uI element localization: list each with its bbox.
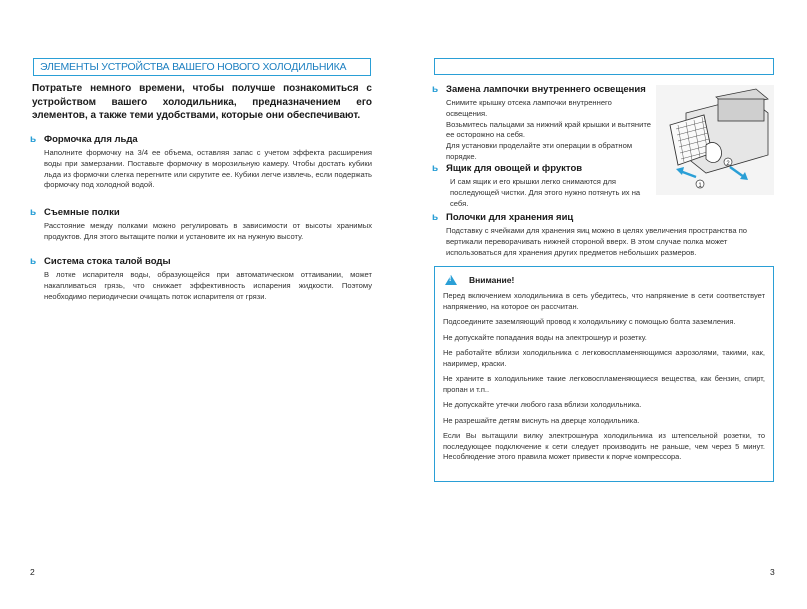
bullet-icon: ь: [30, 256, 37, 267]
section-removable-shelves: [30, 207, 372, 243]
section-body: Расстояние между полками можно регулировать в зависимости от высоты хранимых продуктов. Для этого вытащите полки и установите их на нужную высоту.: [44, 221, 372, 241]
warning-paragraph: Подсоедините заземляющий провод к холодильнику с помощью болта заземления.: [443, 317, 736, 326]
bullet-icon: ь: [30, 207, 37, 218]
warning-paragraph: Если Вы вытащили вилку электрошнура холодильника из штепсельной розетки, то последующее подключение к сети следует производить не раньше, чем через 5 минут. Несоблюдение этого правила может привести к порче компрессора.: [443, 431, 765, 461]
warning-box: [434, 266, 774, 482]
bullet-icon: ь: [432, 163, 439, 174]
warning-paragraph: Не храните в холодильнике такие легковоспламеняющиеся вещества, как бензин, спирт, пропан и т.п..: [443, 374, 765, 394]
section-body: И сам ящик и его крышки легко снимаются для последующей чистки. Для этого нужно потянуть их на себя.: [450, 177, 641, 208]
bullet-icon: ь: [30, 134, 37, 145]
section-heading: Ящик для овощей и фруктов: [446, 163, 583, 174]
section-vegetable-drawer: [432, 163, 654, 209]
warning-paragraph: Не допускайте утечки любого газа вблизи холодильника.: [443, 400, 642, 409]
section-heading: Съемные полки: [44, 207, 120, 218]
warning-title: Внимание!: [469, 275, 515, 285]
section-heading: Полочки для хранения яиц: [446, 212, 574, 223]
warning-paragraph: Не допускайте попадания воды на электрошнур и розетку.: [443, 332, 647, 342]
marker-one: 1: [698, 183, 702, 189]
section-body: Подставку с ячейками для хранения яиц можно в целях увеличения пространства по вертикали переворачивать нижней стороной вверх. В этом случае полка может использоваться для хранения других предметов небольших размеров.: [446, 226, 748, 257]
section-lamp-replacement: [432, 84, 654, 163]
bullet-icon: ь: [432, 212, 439, 223]
intro-paragraph: Потратьте немного времени, чтобы получше познакомиться с устройством вашего холодильника, предназначением его элементов, а также теми удобствами, которые они обеспечивают.: [32, 83, 372, 121]
page-number: 2: [30, 567, 35, 577]
section-body: Снимите крышку отсека лампочки внутреннего освещения. Возьмитесь пальцами за нижний край крышки и вытяните ее осторожно на себя. Для установки проделайте эти операции в обратном порядке.: [446, 98, 651, 161]
warning-paragraph: Перед включением холодильника в сеть убедитесь, что напряжение в сети соответствует напряжению, на которое он рассчитан.: [443, 291, 765, 311]
section-ice-tray: [30, 134, 372, 191]
section-body: Наполните формочку на 3/4 ее объема, оставляя запас с учетом эффекта расширения воды при замерзании. Поставьте формочку в морозильную камеру. Чтобы достать кубики льда из формочки слегка перегните или скрутите ее. Кубики легче извлечь, если подержать формочку под холодной водой.: [44, 148, 372, 190]
warning-paragraph: Не работайте вблизи холодильника с легковоспламеняющимся аэрозолями, такими, как, наиример, краски.: [443, 348, 765, 368]
left-page-title: ЭЛЕМЕНТЫ УСТРОЙСТВА ВАШЕГО НОВОГО ХОЛОДИЛЬНИКА: [33, 58, 371, 76]
section-heading: Формочка для льда: [44, 134, 138, 145]
section-defrost-drain: [30, 256, 372, 302]
section-body: В лотке испарителя воды, образующейся при автоматическом оттаивании, может накапливаться грязь, что снижает эффективность испарения жидкости. Поэтому необходимо периодически очищать поток испарителя от грязи.: [44, 270, 372, 301]
warning-paragraph: Не разрешайте детям виснуть на дверце холодильника.: [443, 415, 640, 425]
warning-triangle-icon: !: [445, 275, 457, 285]
bullet-icon: ь: [432, 84, 439, 95]
marker-two: 2: [726, 161, 730, 167]
lamp-cover-drawing: [656, 85, 774, 195]
section-heading: Система стока талой воды: [44, 256, 171, 267]
right-page-title: [434, 58, 774, 75]
lamp-cover-illustration: [656, 85, 774, 195]
page-number: 3: [770, 567, 775, 577]
section-heading: Замена лампочки внутреннего освещения: [446, 84, 646, 95]
section-egg-holder: [432, 212, 776, 258]
